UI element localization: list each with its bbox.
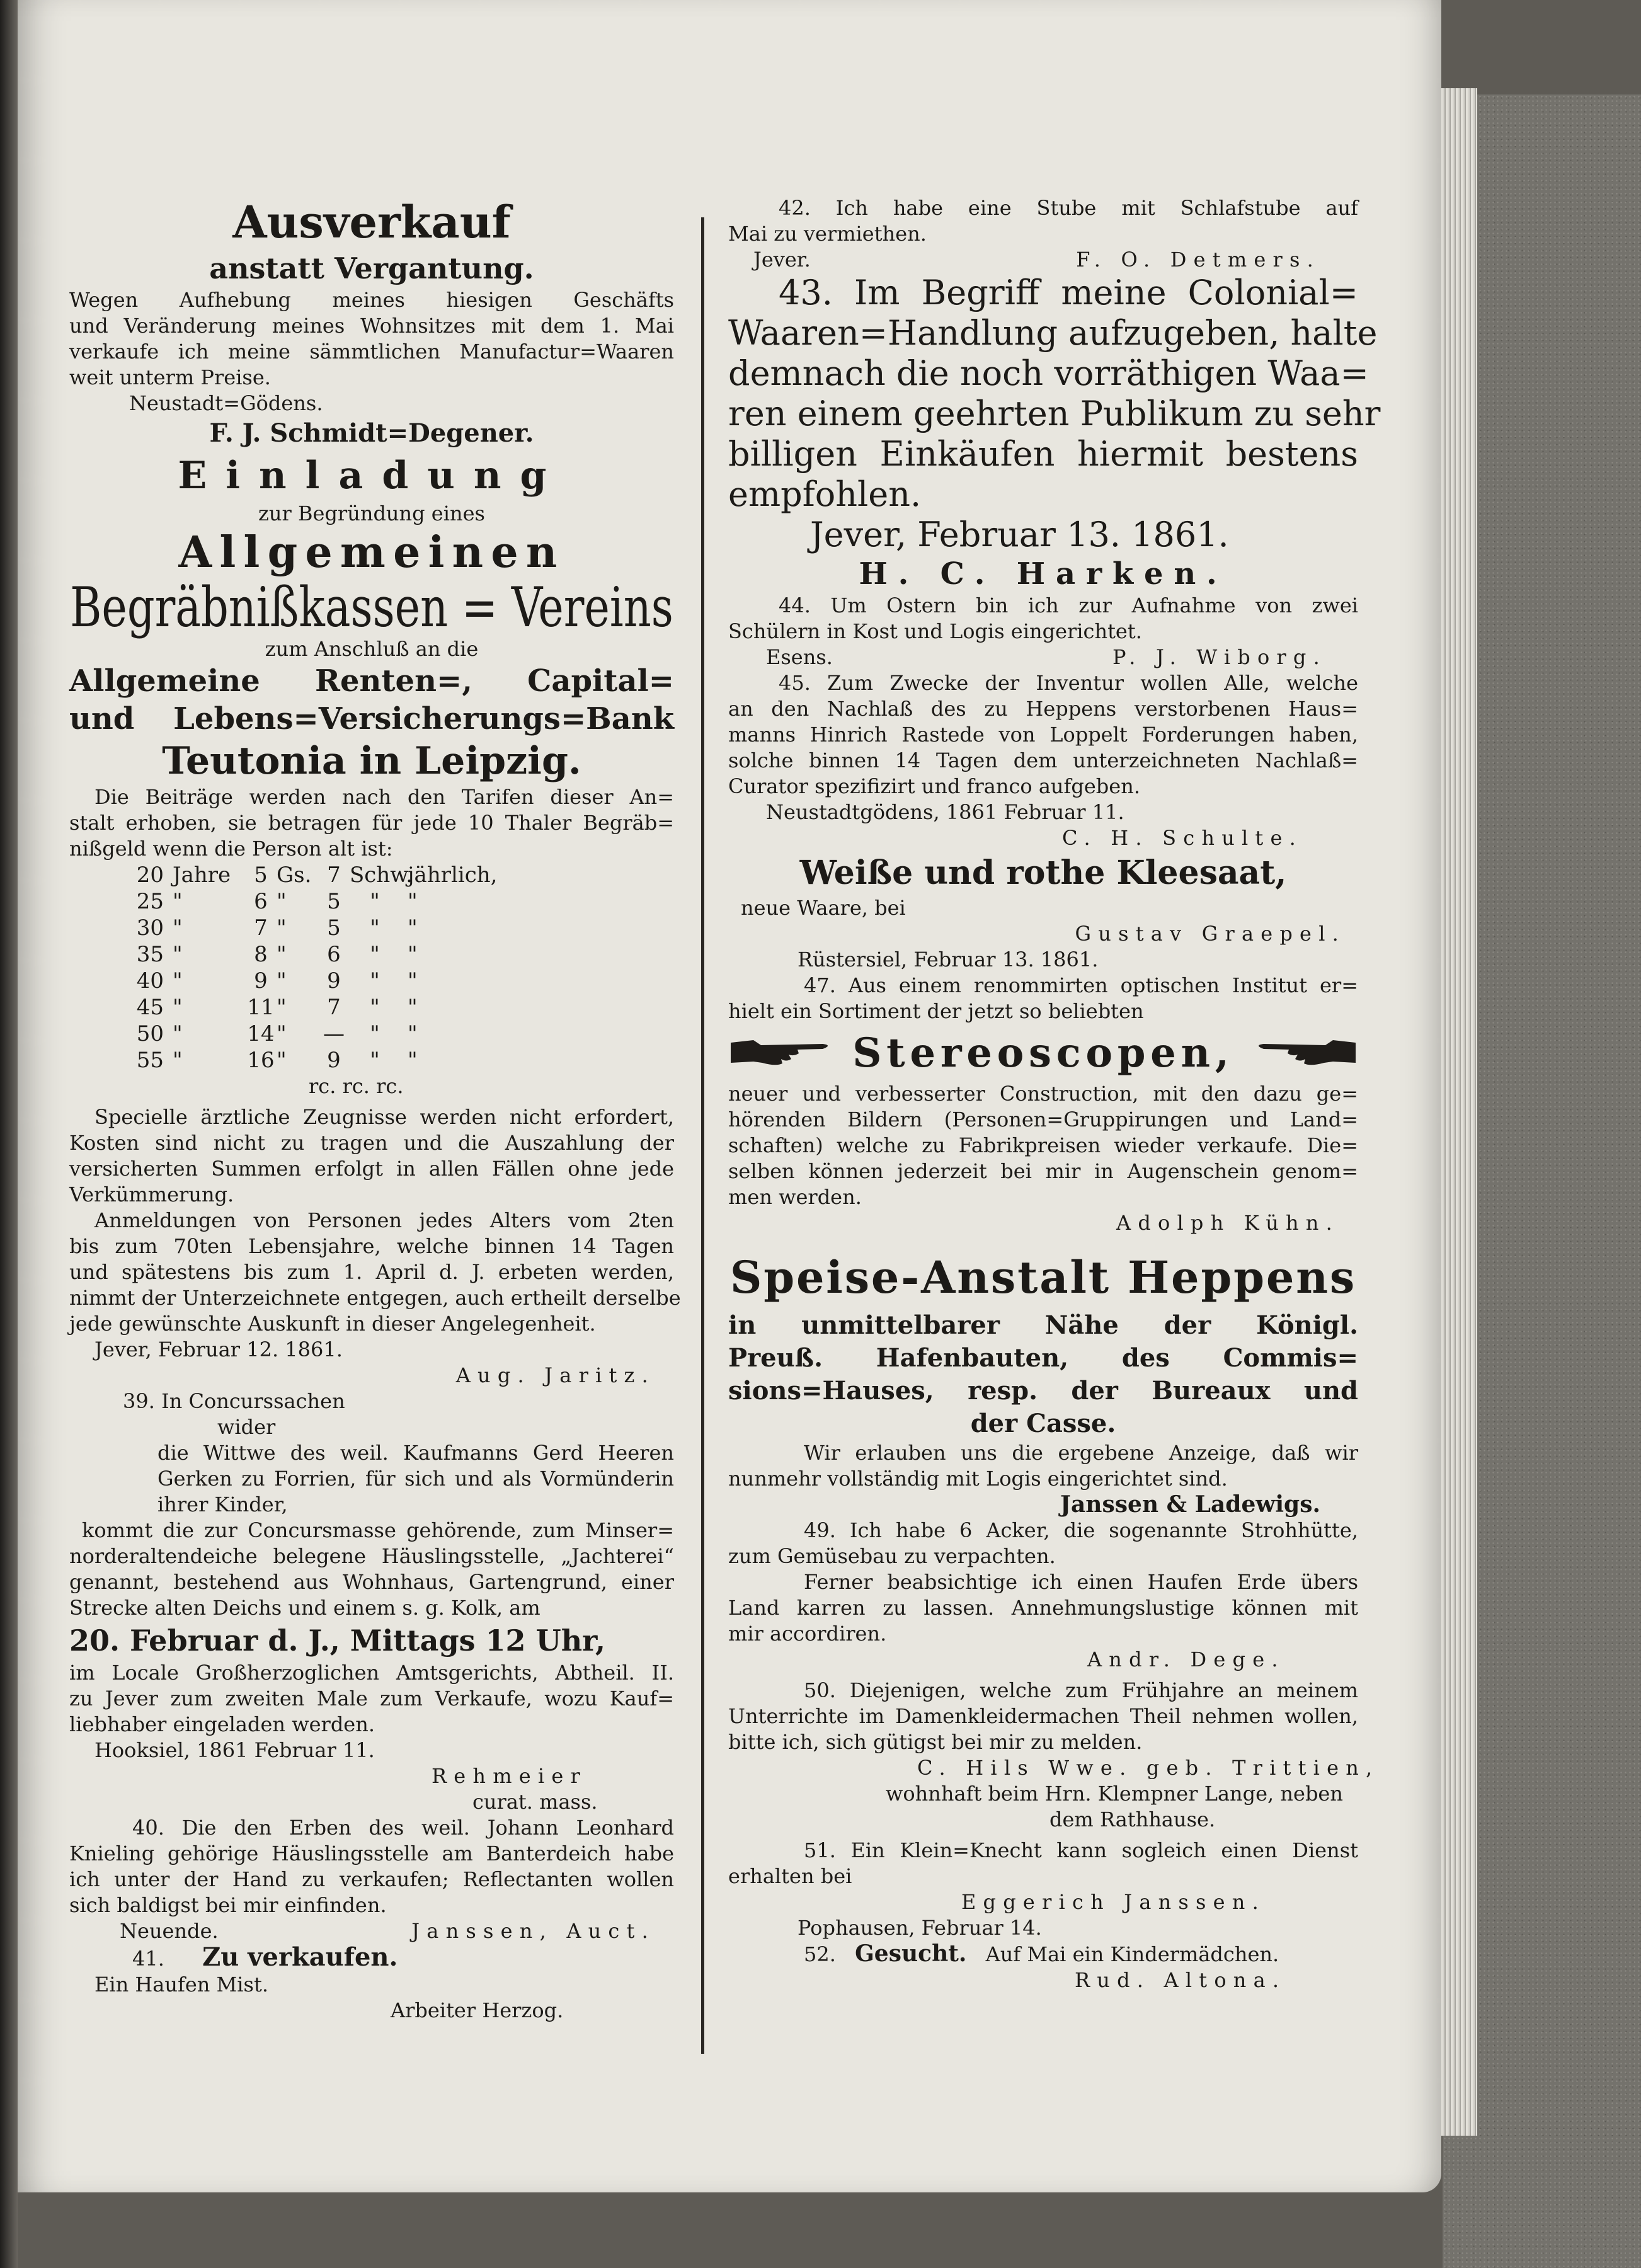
text-line: Unterrichte im Damenkleidermachen Theil nehmen wollen, <box>728 1704 1358 1728</box>
signature: F. J. Schmidt=Degener. <box>209 418 534 448</box>
table-row <box>107 1047 674 1074</box>
text-line: zum Anschluß an die <box>265 637 479 661</box>
cell-sw: 6 <box>327 942 341 967</box>
headline-line: Preuß. Hafenbauten, des Commis= <box>728 1343 1358 1373</box>
text-line: die Wittwe des weil. Kaufmanns Gerd Heeren <box>157 1441 674 1465</box>
cell-sws: " <box>370 995 380 1020</box>
signature: Aug. Jaritz. <box>455 1363 655 1387</box>
place-sig-line <box>728 644 1358 670</box>
pointing-hand-left-icon <box>1251 1034 1358 1072</box>
cell-age: 25 <box>136 889 164 914</box>
text-line: hielt ein Sortiment der jetzt so beliebten <box>728 999 1144 1023</box>
signature-note: wohnhaft beim Hrn. Klempner Lange, neben <box>886 1782 1343 1806</box>
signature: Eggerich Janssen. <box>961 1890 1266 1914</box>
cell-per: " <box>408 1021 418 1046</box>
cell-per: " <box>408 1048 418 1073</box>
text-line: bitte ich, sich gütigst bei mir zu melden. <box>728 1730 1143 1754</box>
text-line: 49. Ich habe 6 Acker, die sogenannte Strohhütte, <box>804 1518 1358 1542</box>
cell-sw: — <box>323 1021 345 1046</box>
text-line: nimmt der Unterzeichnete entgegen, auch ertheilt derselbe <box>69 1286 681 1310</box>
text-line: Anmeldungen von Personen jedes Alters vom 2ten <box>94 1208 674 1232</box>
text-line: 39. In Concurssachen <box>123 1389 345 1413</box>
ad-44 <box>728 593 1358 670</box>
headline-line: Teutonia in Leipzig. <box>162 739 581 783</box>
date-line: Hooksiel, 1861 Februar 11. <box>94 1738 375 1762</box>
text-line: an den Nachlaß des zu Heppens verstorbenen Haus= <box>728 697 1358 721</box>
cell-gr: 6 <box>254 889 268 914</box>
signature: F. O. Detmers. <box>1076 248 1320 272</box>
text-line: Waaren=Handlung aufzugeben, halte <box>728 313 1378 353</box>
cell-gs: " <box>277 1021 287 1046</box>
ad-heading <box>69 1944 674 1972</box>
cell-sws: " <box>370 1048 380 1073</box>
text-line: zu Jever zum zweiten Male zum Verkaufe, wozu Kauf= <box>69 1687 674 1710</box>
text-line: nißgeld wenn die Person alt ist: <box>69 837 393 861</box>
newspaper-page <box>18 0 1441 2192</box>
table-row <box>107 862 674 888</box>
cell-sw: 9 <box>327 1048 341 1073</box>
table-row <box>107 1021 674 1047</box>
cell-age: 50 <box>136 1021 164 1046</box>
text-line: Kosten sind nicht zu tragen und die Auszahlung der <box>69 1131 674 1155</box>
ad-title: Stereoscopen, <box>852 1029 1234 1077</box>
cell-sws: " <box>370 915 380 941</box>
ad-46 <box>728 851 1358 973</box>
text-line: neuer und verbesserter Construction, mit den dazu ge= <box>728 1082 1358 1106</box>
headline-line: in unmittelbarer Nähe der Königl. <box>728 1310 1358 1340</box>
ad-title: Speise-Anstalt Heppens <box>729 1251 1357 1303</box>
ad-title: Zu verkaufen. <box>202 1942 398 1972</box>
cell-per: " <box>408 995 418 1020</box>
headline-line: Begräbnißkassen = Vereins <box>70 575 673 639</box>
cell-age: 40 <box>136 968 164 994</box>
text-line: Die Beiträge werden nach den Tarifen dieser An= <box>94 785 674 809</box>
cell-gs: Gs. <box>277 862 312 888</box>
signature: Janssen, Auct. <box>411 1919 655 1943</box>
cell-gs: " <box>277 942 287 967</box>
headline-line: 20. Februar d. J., Mittags 12 Uhr, <box>69 1624 606 1658</box>
cell-per: " <box>408 942 418 967</box>
cell-sws: " <box>370 942 380 967</box>
text-line: demnach die noch vorräthigen Waa= <box>728 353 1369 393</box>
ad-43 <box>728 273 1381 593</box>
text-line: 45. Zum Zwecke der Inventur wollen Alle, welche <box>779 671 1358 695</box>
text-line: empfohlen. <box>728 474 922 514</box>
text-line: Ferner beabsichtige ich einen Haufen Erde übers <box>804 1570 1358 1594</box>
cell-unit: " <box>173 995 183 1020</box>
cell-age: 45 <box>136 995 164 1020</box>
right-column <box>728 195 1381 1993</box>
cell-gs: " <box>277 889 287 914</box>
cell-unit: " <box>173 915 183 941</box>
cell-gs: " <box>277 1048 287 1073</box>
ad-40 <box>69 1815 674 1944</box>
cell-unit: " <box>173 968 183 994</box>
ad-ausverkauf <box>69 195 674 450</box>
ad-45 <box>728 670 1358 851</box>
headline-line: und Lebens=Versicherungs=Bank <box>69 701 674 736</box>
signature: H. C. Harken. <box>859 556 1228 592</box>
text-line: Verkümmerung. <box>69 1183 234 1206</box>
cell-sw: 5 <box>327 889 341 914</box>
ad-number: 41. <box>132 1947 164 1971</box>
place: Neuende. <box>120 1919 219 1943</box>
text-line: 43. Im Begriff meine Colonial= <box>779 273 1358 312</box>
ad-52 <box>728 1941 1358 1993</box>
text-line: Knieling gehörige Häuslingsstelle am Banterdeich habe <box>69 1841 674 1865</box>
table-etc: rc. rc. rc. <box>309 1074 404 1098</box>
cell-age: 55 <box>136 1048 164 1073</box>
cell-sw: 5 <box>327 915 341 941</box>
text-line: und Veränderung meines Wohnsitzes mit dem 1. Mai <box>69 314 674 338</box>
text-line: Mai zu vermiethen. <box>728 222 927 246</box>
ad-einladung <box>69 450 681 1389</box>
cell-per: " <box>408 915 418 941</box>
ad-title: Weiße und rothe Kleesaat, <box>799 854 1287 892</box>
text-line: men werden. <box>728 1185 862 1209</box>
text-line: mir accordiren. <box>728 1622 887 1646</box>
table-row <box>107 888 674 915</box>
ad-47 <box>728 973 1358 1236</box>
date-line: Jever, Februar 12. 1861. <box>94 1337 343 1361</box>
ad-41 <box>69 1944 674 2024</box>
text-line: wider <box>217 1415 276 1439</box>
headline-line: Allgemeinen <box>178 527 565 578</box>
place: Esens. <box>766 645 833 669</box>
text-line: Schülern in Kost und Logis eingerichtet. <box>728 619 1142 643</box>
text-line: selben können jederzeit bei mir in Augenschein genom= <box>728 1159 1358 1183</box>
ad-number: 52. <box>804 1942 836 1966</box>
ad-42 <box>728 195 1358 273</box>
cell-gs: " <box>277 915 287 941</box>
ad-heading <box>728 1941 1358 1967</box>
cell-unit: " <box>173 1048 183 1073</box>
text-line: kommt die zur Concursmasse gehörende, zum Minser= <box>82 1518 674 1542</box>
text-line: weit unterm Preise. <box>69 365 271 389</box>
cell-sws: " <box>370 968 380 994</box>
column-divider <box>701 217 704 2054</box>
pointing-hand-right-icon <box>728 1034 835 1072</box>
text-line: hörenden Bildern (Personen=Gruppirungen und Land= <box>728 1108 1358 1131</box>
signature: Andr. Dege. <box>1087 1647 1285 1671</box>
text-line: nunmehr vollständig mit Logis eingerichtet sind. <box>728 1467 1228 1491</box>
cell-sws: Schw. <box>350 862 413 888</box>
cell-gs: " <box>277 995 287 1020</box>
text-line: 47. Aus einem renommirten optischen Institut er= <box>804 973 1358 997</box>
ad-51 <box>728 1838 1358 1941</box>
signature: Arbeiter Herzog. <box>391 1998 564 2022</box>
tariff-table <box>69 862 674 1099</box>
cell-per: " <box>408 889 418 914</box>
table-row <box>107 941 674 968</box>
headline-line: der Casse. <box>970 1409 1116 1438</box>
place-line: Neustadt=Gödens. <box>129 391 323 415</box>
text-line: Ein Haufen Mist. <box>94 1973 268 1996</box>
text-line: 44. Um Ostern bin ich zur Aufnahme von zwei <box>779 593 1358 617</box>
ad-49 <box>728 1518 1358 1673</box>
ad-39 <box>69 1389 674 1815</box>
headline-line: sions=Hauses, resp. der Bureaux und <box>728 1376 1358 1406</box>
text-line: ich unter der Hand zu verkaufen; Reflectanten wollen <box>69 1867 674 1891</box>
signature: Janssen & Ladewigs. <box>1060 1491 1320 1518</box>
cell-unit: " <box>173 1021 183 1046</box>
text-line: manns Hinrich Rastede von Loppelt Forderungen haben, <box>728 723 1358 747</box>
text-line: im Locale Großherzoglichen Amtsgerichts, Abtheil. II. <box>69 1661 674 1685</box>
text-line: Wir erlauben uns die ergebene Anzeige, daß wir <box>804 1441 1358 1465</box>
text-line: schaften) welche zu Fabrikpreisen wieder verkaufe. Die= <box>728 1133 1358 1157</box>
text-line: stalt erhoben, sie betragen für jede 10 Thaler Begräb= <box>69 811 674 835</box>
signature: P. J. Wiborg. <box>1112 645 1327 669</box>
signature: Rud. Altona. <box>1075 1968 1286 1992</box>
cell-gr: 5 <box>254 862 268 888</box>
cell-sw: 7 <box>327 862 341 888</box>
ad-speise-anstalt <box>728 1246 1358 1518</box>
text-line: Curator spezifizirt und franco aufgeben. <box>728 774 1140 798</box>
ad-title: Gesucht. <box>855 1940 967 1967</box>
text-line: ihrer Kinder, <box>157 1492 288 1516</box>
ad-50 <box>728 1678 1380 1833</box>
signature-note: dem Rathhause. <box>1049 1807 1216 1831</box>
signature: Gustav Graepel. <box>1075 922 1346 946</box>
cell-unit: Jahre <box>173 862 231 888</box>
text-line: Auf Mai ein Kindermädchen. <box>985 1942 1279 1966</box>
signature: Adolph Kühn. <box>1116 1211 1339 1235</box>
text-line: und spätestens bis zum 1. April d. J. erbeten werden, <box>69 1260 674 1284</box>
ad-title: Einladung <box>178 454 566 498</box>
ad-title: Ausverkauf <box>232 196 511 248</box>
text-line: bis zum 70ten Lebensjahre, welche binnen 14 Tagen <box>69 1234 674 1258</box>
ad-subtitle: anstatt Vergantung. <box>209 251 534 285</box>
cell-age: 20 <box>136 862 164 888</box>
text-line: Gerken zu Forrien, für sich und als Vormünderin <box>157 1467 674 1491</box>
text-line: Land karren zu lassen. Annehmungslustige können mit <box>728 1596 1358 1620</box>
cell-gr: 9 <box>254 968 268 994</box>
text-line: jede gewünschte Auskunft in dieser Angelegenheit. <box>69 1312 596 1336</box>
text-line: erhalten bei <box>728 1864 852 1888</box>
cell-gs: " <box>277 968 287 994</box>
stereoscope-headline <box>728 1024 1358 1081</box>
text-line: zur Begründung eines <box>258 501 485 525</box>
cell-age: 35 <box>136 942 164 967</box>
left-column <box>69 195 681 2024</box>
text-line: versicherten Summen erfolgt in allen Fällen ohne jede <box>69 1157 674 1181</box>
text-line: 50. Diejenigen, welche zum Frühjahre an meinem <box>804 1678 1358 1702</box>
date-line: Pophausen, Februar 14. <box>798 1916 1042 1940</box>
table-row <box>107 968 674 994</box>
cell-per: jährlich, <box>408 862 498 888</box>
text-line: zum Gemüsebau zu verpachten. <box>728 1544 1056 1568</box>
cell-gr: 16 <box>247 1048 275 1073</box>
table-row <box>107 915 674 941</box>
date-line: Rüstersiel, Februar 13. 1861. <box>798 948 1099 971</box>
text-line: 42. Ich habe eine Stube mit Schlafstube auf <box>779 196 1358 220</box>
cell-per: " <box>408 968 418 994</box>
cell-unit: " <box>173 889 183 914</box>
cell-age: 30 <box>136 915 164 941</box>
cell-gr: 7 <box>254 915 268 941</box>
cell-gr: 14 <box>247 1021 275 1046</box>
text-line: solche binnen 14 Tagen dem unterzeichneten Nachlaß= <box>728 748 1358 772</box>
text-line: Wegen Aufhebung meines hiesigen Geschäfts <box>69 288 674 312</box>
table-row <box>107 994 674 1021</box>
cell-sw: 9 <box>327 968 341 994</box>
date-line: Jever, Februar 13. 1861. <box>810 515 1229 554</box>
text-line: norderaltendeiche belegene Häuslingsstelle, „Jachterei“ <box>69 1544 674 1568</box>
text-line: billigen Einkäufen hiermit bestens <box>728 434 1358 474</box>
cell-gr: 11 <box>247 995 275 1020</box>
signature: Rehmeier <box>432 1764 587 1788</box>
cell-gr: 8 <box>254 942 268 967</box>
signature: C. H. Schulte. <box>1062 826 1303 850</box>
text-line: verkaufe ich meine sämmtlichen Manufactur=Waaren <box>69 340 674 364</box>
book-left-edge <box>0 0 18 2268</box>
cell-sw: 7 <box>327 995 341 1020</box>
text-line: ren einem geehrten Publikum zu sehr <box>728 394 1381 433</box>
cell-sws: " <box>370 1021 380 1046</box>
place-sig-line <box>728 247 1358 273</box>
place-sig-line <box>69 1918 674 1944</box>
text-line: neue Waare, bei <box>741 896 906 920</box>
signature-note: curat. mass. <box>472 1790 598 1814</box>
signature: C. Hils Wwe. geb. Trittien, <box>917 1756 1380 1780</box>
text-line: genannt, bestehend aus Wohnhaus, Gartengrund, einer <box>69 1570 674 1594</box>
text-line: Specielle ärztliche Zeugnisse werden nicht erfordert, <box>94 1105 674 1129</box>
text-line: Strecke alten Deichs und einem s. g. Kolk, am <box>69 1596 540 1620</box>
date-line: Neustadtgödens, 1861 Februar 11. <box>766 800 1124 824</box>
headline-line: Allgemeine Renten=, Capital= <box>69 663 674 699</box>
cell-sws: " <box>370 889 380 914</box>
text-line: liebhaber eingeladen werden. <box>69 1712 375 1736</box>
text-line: 40. Die den Erben des weil. Johann Leonhard <box>132 1816 674 1840</box>
place: Jever. <box>753 248 811 272</box>
cell-unit: " <box>173 942 183 967</box>
text-line: 51. Ein Klein=Knecht kann sogleich einen Dienst <box>804 1838 1358 1862</box>
text-line: sich baldigst bei mir einfinden. <box>69 1893 387 1917</box>
